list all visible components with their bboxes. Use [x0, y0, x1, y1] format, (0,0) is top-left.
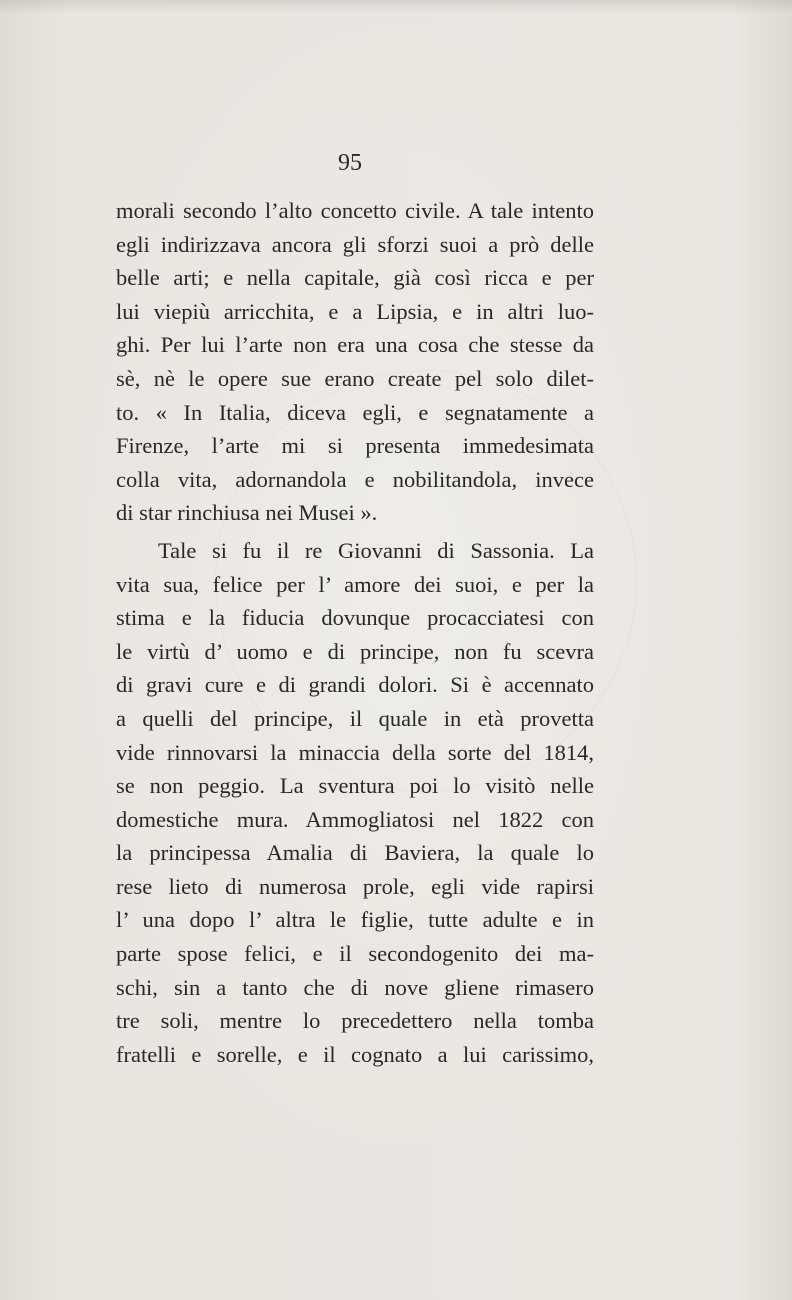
text-line: Tale si fu il re Giovanni di Sassonia. La	[158, 537, 594, 563]
text-line: tre soli, mentre lo precedettero nella tomba	[116, 1008, 594, 1034]
text-line: Firenze, l’arte mi si presenta immedesimata	[116, 433, 594, 459]
text-line: stima e la fiducia dovunque procacciatesi con	[116, 605, 594, 631]
text-line: di gravi cure e di grandi dolori. Si è accennato	[116, 672, 594, 698]
page-number: 95	[338, 150, 362, 176]
text-line: sè, nè le opere sue erano create pel solo dilet-	[116, 365, 594, 391]
text-line: lui viepiù arricchita, e a Lipsia, e in altri luo-	[116, 298, 594, 324]
text-line: vide rinnovarsi la minaccia della sorte del 1814,	[116, 739, 594, 765]
text-line: schi, sin a tanto che di nove gliene rimasero	[116, 974, 594, 1000]
text-line: domestiche mura. Ammogliatosi nel 1822 con	[116, 806, 594, 832]
text-line: le virtù d’ uomo e di principe, non fu scevra	[116, 638, 594, 664]
text-line: ghi. Per lui l’arte non era una cosa che stesse da	[116, 332, 594, 358]
text-line: to. « In Italia, diceva egli, e segnatamente a	[116, 399, 594, 425]
text-line: fratelli e sorelle, e il cognato a lui carissimo,	[116, 1041, 594, 1067]
text-line: parte spose felici, e il secondogenito dei ma-	[116, 941, 594, 967]
text-line: l’ una dopo l’ altra le figlie, tutte adulte e in	[116, 907, 594, 933]
page-top-shadow	[0, 0, 792, 14]
text-line: egli indirizzava ancora gli sforzi suoi a prò delle	[116, 231, 594, 257]
text-line: a quelli del principe, il quale in età provetta	[116, 705, 594, 731]
body-text	[116, 194, 594, 1071]
text-line: colla vita, adornandola e nobilitandola, invece	[116, 466, 594, 492]
text-line: belle arti; e nella capitale, già così ricca e per	[116, 265, 594, 291]
text-line: la principessa Amalia di Baviera, la quale lo	[116, 840, 594, 866]
text-line: vita sua, felice per l’ amore dei suoi, e per la	[116, 571, 594, 597]
text-line: di star rinchiusa nei Musei ».	[116, 500, 378, 526]
text-line: morali secondo l’alto concetto civile. A tale intento	[116, 198, 594, 223]
text-line: rese lieto di numerosa prole, egli vide rapirsi	[116, 873, 594, 899]
text-line: se non peggio. La sventura poi lo visitò nelle	[116, 773, 594, 799]
